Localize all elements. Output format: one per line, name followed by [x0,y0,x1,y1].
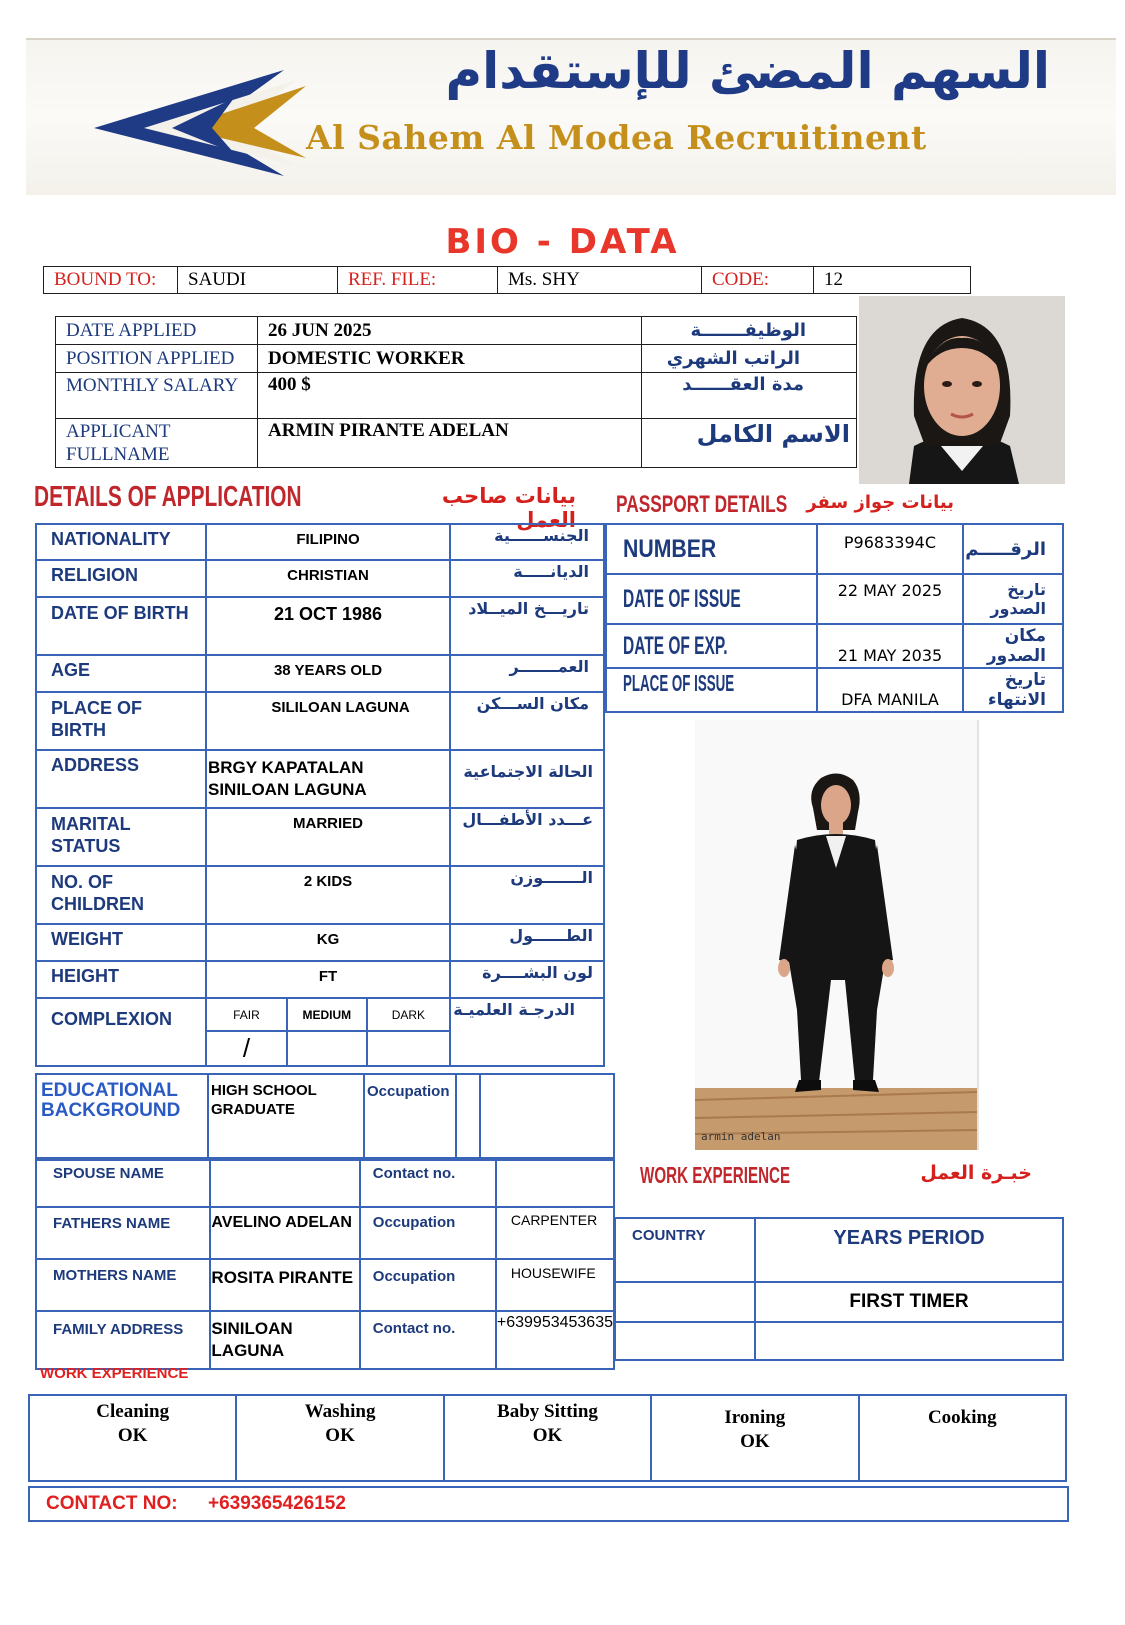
skill-name: Cooking [927,1407,997,1428]
reference-row [43,266,971,294]
applicant-headshot [859,296,1065,484]
company-name-arabic: السهم المضئ للإستقدام [445,42,1050,100]
table-row [56,317,857,345]
weight-label: WEIGHT [36,924,206,961]
complexion-options [206,998,450,1066]
marital-status-label: MARITAL STATUS [36,808,206,866]
education-label: EDUCATIONAL BACKGROUND [36,1074,208,1158]
table-row [29,1395,1066,1481]
empty-cell [755,1322,1063,1360]
applicant-full-body-icon [695,720,977,1150]
children-ar: الـــــــوزن [450,866,604,924]
nationality-label: NATIONALITY [36,524,206,560]
spouse-contact-label: Contact no. [360,1160,496,1207]
table-row [36,692,604,750]
education-empty-cell [480,1074,614,1158]
mothers-name-value: ROSITA PIRANTE [210,1259,359,1311]
skill-washing [236,1395,443,1481]
date-of-issue-label: DATE OF ISSUE [606,574,817,624]
summary-table [55,316,857,468]
applicant-fullname-value: ARMIN PIRANTE ADELAN [258,419,642,468]
company-name-english: Al Sahem Al Modea Recruitinent [306,118,927,157]
education-occupation-label: Occupation [364,1074,456,1158]
table-row [36,1160,614,1207]
table-row [36,998,604,1066]
table-row [36,866,604,924]
spouse-name-label: SPOUSE NAME [36,1160,210,1207]
table-row [606,668,1063,712]
table-row [36,1259,614,1311]
date-applied-value: 26 JUN 2025 [258,317,642,345]
family-address-label: FAMILY ADDRESS [36,1311,210,1369]
weight-ar: الطــــــول [450,924,604,961]
education-table [35,1073,615,1159]
family-contact-value: +639953453635 [496,1311,614,1369]
spouse-contact-value [496,1160,614,1207]
complexion-medium: MEDIUM [287,999,367,1031]
complexion-empty-cell [367,1031,449,1065]
height-value: FT [206,961,450,998]
passport-number-ar: الرقـــــم [963,524,1063,574]
address-label: ADDRESS [36,750,206,808]
religion-label: RELIGION [36,560,206,597]
age-label: AGE [36,655,206,692]
complexion-label: COMPLEXION [36,998,206,1066]
skill-cooking [859,1395,1066,1481]
family-contact-label: Contact no. [360,1311,496,1369]
applicant-full-body-photo [695,720,979,1150]
passport-number-value: P9683394C [817,524,964,574]
skill-name: Ironing [724,1407,786,1428]
empty-cell [615,1322,755,1360]
company-logo-icon [84,58,314,188]
education-value: HIGH SCHOOL GRADUATE [208,1074,364,1158]
table-row [36,1074,614,1158]
table-row [36,924,604,961]
date-of-birth-ar: تاريـــخ الميــلاد [450,597,604,655]
details-title-arabic: بيانات صاحب العمل [441,484,576,532]
code-value: 12 [814,267,971,294]
education-degree-ar: الدرجـة العلميـة [450,998,604,1066]
table-row [56,373,857,419]
position-applied-value: DOMESTIC WORKER [258,345,642,373]
monthly-salary-label: MONTHLY SALARY [56,373,258,419]
table-row [36,655,604,692]
ref-file-value: Ms. SHY [498,267,702,294]
spouse-name-value [210,1160,359,1207]
table-row [36,961,604,998]
passport-table [605,523,1064,713]
contact-row [28,1486,1069,1522]
place-of-issue-value: DFA MANILA [817,668,964,712]
skill-status: OK [325,1425,355,1446]
country-header: COUNTRY [615,1218,755,1282]
marital-status-ar: عـــدد الأطفـــال [450,808,604,866]
mothers-occupation-value: HOUSEWIFE [496,1259,614,1311]
skill-cleaning [29,1395,236,1481]
summary-ar-label: الراتب الشهري [642,345,857,373]
skill-name: Baby Sitting [497,1401,598,1422]
place-of-birth-value: SILILOAN LAGUNA [206,692,450,750]
skill-name: Cleaning [96,1401,170,1422]
table-row [606,524,1063,574]
table-row [606,624,1063,668]
bound-to-label: BOUND TO: [44,267,178,294]
mothers-name-label: MOTHERS NAME [36,1259,210,1311]
date-applied-label: DATE APPLIED [56,317,258,345]
religion-value: CHRISTIAN [206,560,450,597]
table-row [36,1207,614,1259]
skill-name: Washing [304,1401,376,1422]
fathers-name-value: AVELINO ADELAN [210,1207,359,1259]
passport-title: PASSPORT DETAILS [616,491,788,518]
years-period-header: YEARS PERIOD [755,1218,1063,1282]
position-applied-label: POSITION APPLIED [56,345,258,373]
contact-number: +639365426152 [208,1493,346,1514]
table-row [606,574,1063,624]
summary-ar-label: الوظيفـــــــة [642,317,857,345]
complexion-mark: / [207,1031,287,1065]
place-of-birth-ar: مكان الســـكن [450,692,604,750]
table-row [615,1218,1063,1282]
skills-section-label: WORK EXPERIENCE [40,1365,189,1382]
document-title: BIO - DATA [445,222,680,262]
passport-number-label: NUMBER [606,524,817,574]
skill-status: OK [117,1425,148,1446]
children-value: 2 KIDS [206,866,450,924]
summary-ar-label: مدة العقــــــد [642,373,857,419]
table-row [615,1282,1063,1322]
country-value [615,1282,755,1322]
place-of-birth-label: PLACE OF BIRTH [36,692,206,750]
skills-table [28,1394,1067,1482]
table-row [56,345,857,373]
table-row [36,597,604,655]
work-experience-title-arabic: خبـرة العمل [920,1162,1032,1184]
family-table [35,1159,615,1370]
ref-file-label: REF. FILE: [338,267,498,294]
skill-baby-sitting [444,1395,651,1481]
date-of-exp-value: 21 MAY 2035 [817,624,964,668]
age-ar: العمـــــــر [450,655,604,692]
religion-ar: الديانـــــة [450,560,604,597]
place-of-issue-label: PLACE OF ISSUE [606,668,817,712]
children-label: NO. OF CHILDREN [36,866,206,924]
applicant-headshot-icon [859,296,1065,484]
address-value: BRGY KAPATALAN SINILOAN LAGUNA [206,750,450,808]
summary-ar-label: الاسم الكامل [642,419,857,468]
fathers-occupation-value: CARPENTER [496,1207,614,1259]
table-row [56,419,857,468]
marital-status-value: MARRIED [206,808,450,866]
date-of-issue-value: 22 MAY 2025 [817,574,964,624]
table-row [615,1322,1063,1360]
code-label: CODE: [702,267,814,294]
table-row [36,1311,614,1369]
table-row [36,524,604,560]
age-value: 38 YEARS OLD [206,655,450,692]
work-experience-table [614,1217,1064,1361]
years-period-value: FIRST TIMER [755,1282,1063,1322]
date-of-exp-ar: مكان الصدور [963,624,1063,668]
table-row [36,560,604,597]
fathers-occupation-label: Occupation [360,1207,496,1259]
applicant-fullname-label: APPLICANT FULLNAME [56,419,258,468]
place-of-issue-ar: تاريخ الانتهاء [963,668,1063,712]
date-of-birth-value: 21 OCT 1986 [206,597,450,655]
height-ar: لون البشــــرة [450,961,604,998]
date-of-issue-ar: تاريخ الصدور [963,574,1063,624]
height-label: HEIGHT [36,961,206,998]
details-title: DETAILS OF APPLICATION [34,481,302,513]
photo-caption: armin adelan [701,1130,781,1143]
table-row [36,808,604,866]
complexion-empty-cell [287,1031,367,1065]
skill-ironing [651,1395,858,1481]
complexion-dark: DARK [367,999,449,1031]
details-table [35,523,605,1067]
date-of-birth-label: DATE OF BIRTH [36,597,206,655]
mothers-occupation-label: Occupation [360,1259,496,1311]
work-experience-title: WORK EXPERIENCE [640,1162,791,1188]
nationality-ar: الجنســــــية [450,524,604,560]
family-address-value: SINILOAN LAGUNA [210,1311,359,1369]
complexion-fair: FAIR [207,999,287,1031]
education-empty-cell [456,1074,480,1158]
passport-title-arabic: بيانات جواز سفر [806,492,954,513]
skill-status: OK [740,1431,770,1452]
nationality-value: FILIPINO [206,524,450,560]
date-of-exp-label: DATE OF EXP. [606,624,817,668]
address-ar: الحالة الاجتماعية [450,750,604,808]
complexion-grid [207,999,449,1065]
table-row [36,750,604,808]
contact-label: CONTACT NO: [46,1493,178,1514]
fathers-name-label: FATHERS NAME [36,1207,210,1259]
skill-status: OK [532,1425,563,1446]
weight-value: KG [206,924,450,961]
monthly-salary-value: 400 $ [258,373,642,419]
bound-to-value: SAUDI [178,267,338,294]
